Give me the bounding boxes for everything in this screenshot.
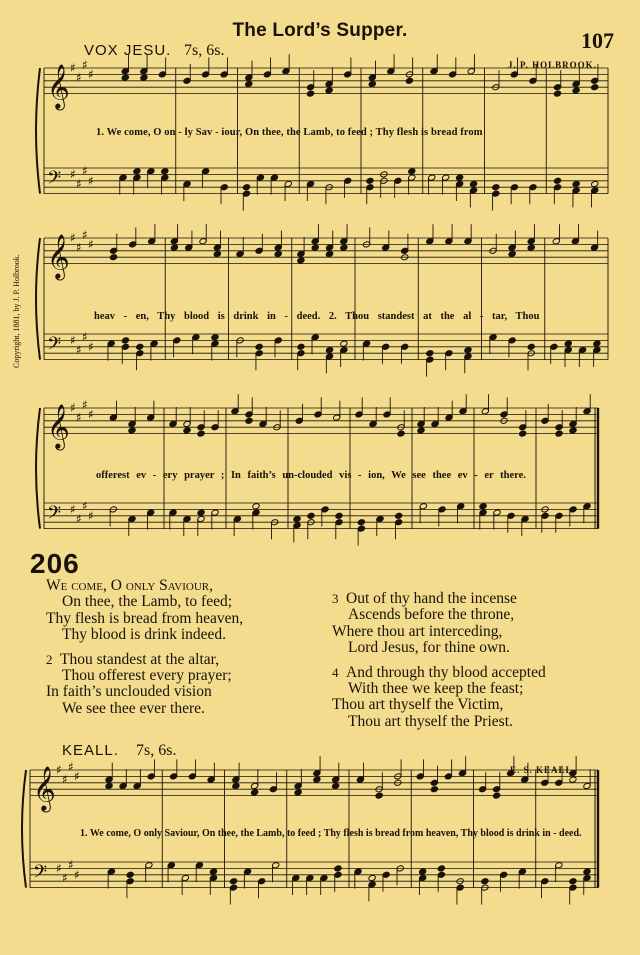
sharp-icon: ♯ — [82, 164, 88, 179]
verse-3 — [332, 591, 546, 657]
note-head — [583, 868, 591, 875]
tune1-composer: J. P. HOLBROOK. — [508, 60, 597, 70]
verse-line: Thou standest at the altar, — [60, 650, 220, 668]
sharp-icon: ♯ — [70, 401, 76, 415]
note-head — [255, 343, 263, 350]
sharp-icon: ♯ — [88, 407, 94, 422]
sharp-icon: ♯ — [62, 772, 68, 787]
note-head — [294, 789, 302, 796]
verse-1 — [46, 578, 243, 644]
bass-clef-icon: 𝄢 — [47, 167, 61, 193]
verse-line: Thou art thyself the Victim, — [332, 696, 504, 714]
verse-line: Thou offerest every prayer; — [62, 667, 232, 685]
sharp-icon: ♯ — [70, 231, 76, 245]
note-head — [245, 80, 253, 87]
note-head — [197, 509, 205, 516]
tune1-lyric-line-3: offerest ev - ery prayer ; In faith’s un-clouded vis - ion, We see thee ev - er there. — [96, 470, 526, 481]
verse-line: Thy blood is drink indeed. — [62, 626, 227, 644]
tune2-composer: E. S. KEALL. — [510, 765, 576, 775]
sharp-icon: ♯ — [82, 499, 88, 514]
note-head — [306, 90, 314, 97]
sharp-icon: ♯ — [76, 343, 82, 357]
note-head — [430, 786, 438, 793]
note-head — [553, 177, 561, 184]
sharp-icon: ♯ — [74, 867, 80, 882]
note-head — [161, 168, 169, 175]
note-head — [437, 865, 445, 872]
sharp-icon: ♯ — [70, 333, 76, 348]
page-title: The Lord’s Supper. — [232, 20, 408, 41]
verse-line: Thy flesh is bread from heaven, — [46, 609, 244, 627]
note-head — [313, 776, 321, 783]
brace — [36, 68, 40, 194]
verse-line: Ascends before the throne, — [348, 606, 515, 624]
verses-left-column — [46, 578, 243, 717]
verse-line: Thou art thyself the Priest. — [348, 712, 513, 730]
note-head — [297, 343, 305, 350]
note-head — [133, 168, 141, 175]
tune1-lyric-line-1: 1. We come, O on - ly Sav - iour, On thee, the Lamb, to feed ; Thy flesh is bread from — [96, 127, 483, 138]
note-head — [569, 427, 577, 434]
sharp-icon: ♯ — [88, 173, 94, 188]
bass-clef-icon: 𝄢 — [47, 333, 61, 359]
sharp-icon: ♯ — [82, 397, 88, 412]
note-head — [340, 244, 348, 251]
note-head — [417, 427, 425, 434]
note-head — [211, 334, 219, 341]
note-head — [183, 427, 191, 434]
note-head — [469, 180, 477, 187]
note-head — [274, 250, 282, 257]
verse-line: In faith’s unclouded vision — [46, 683, 212, 701]
sharp-icon: ♯ — [76, 410, 82, 425]
note-head — [553, 90, 561, 97]
treble-clef-icon: 𝄞 — [47, 64, 70, 110]
note-head — [569, 776, 577, 783]
note-head — [519, 430, 527, 437]
note-head — [325, 250, 333, 257]
note-head — [128, 427, 136, 434]
note-head — [213, 250, 221, 257]
hymn-number: 206 — [30, 548, 80, 579]
note-head — [479, 503, 487, 510]
verse-2 — [46, 652, 243, 718]
note-head — [527, 244, 535, 251]
note-head — [456, 174, 464, 181]
note-head — [229, 878, 237, 885]
note-head — [572, 87, 580, 94]
note-head — [508, 250, 516, 257]
verse-line: Lord Jesus, for thine own. — [348, 639, 510, 657]
note-head — [109, 254, 117, 261]
note-head — [325, 87, 333, 94]
sharp-icon: ♯ — [62, 871, 68, 885]
verse-line: And through thy blood accepted — [346, 663, 546, 681]
verse-line: With thee we keep the feast; — [348, 680, 524, 698]
treble-clef-icon: 𝄞 — [47, 404, 70, 450]
note-head — [170, 244, 178, 251]
note-head — [242, 184, 250, 191]
note-head — [209, 868, 217, 875]
note-head — [197, 430, 205, 437]
sharp-icon: ♯ — [56, 763, 62, 777]
sharp-icon: ♯ — [76, 240, 82, 255]
sharp-icon: ♯ — [82, 227, 88, 242]
note-head — [419, 868, 427, 875]
sharp-icon: ♯ — [68, 759, 74, 774]
treble-clef-icon: 𝄞 — [33, 766, 56, 812]
verse-number: 2 — [46, 651, 53, 667]
sharp-icon: ♯ — [88, 237, 94, 252]
note-head — [481, 878, 489, 885]
verse-line: Out of thy hand the incense — [346, 590, 517, 607]
verses-right-column — [332, 591, 546, 730]
sharp-icon: ♯ — [56, 861, 62, 876]
note-head — [311, 244, 319, 251]
note-head — [408, 168, 416, 175]
note-head — [493, 792, 501, 799]
note-head — [564, 340, 572, 347]
note-head — [368, 80, 376, 87]
brace — [22, 770, 26, 888]
tune2-name: KEALL. — [62, 742, 119, 759]
note-head — [572, 180, 580, 187]
verse-number: 3 — [332, 591, 339, 606]
sharp-icon: ♯ — [70, 167, 76, 182]
verse-number: 4 — [332, 664, 339, 680]
tune1-name: VOX JESU. — [84, 42, 172, 59]
sharp-icon: ♯ — [76, 512, 82, 526]
sharp-icon: ♯ — [82, 57, 88, 72]
brace — [36, 408, 40, 529]
note-head — [335, 512, 343, 519]
note-head — [368, 874, 376, 881]
note-head — [591, 180, 599, 187]
note-head — [105, 782, 113, 789]
note-head — [334, 865, 342, 872]
verse-line: Where thou art interceding, — [332, 622, 503, 640]
sharp-icon: ♯ — [68, 858, 74, 873]
sharp-icon: ♯ — [88, 67, 94, 82]
note-head — [136, 343, 144, 350]
note-head — [591, 84, 599, 91]
note-head — [555, 430, 563, 437]
bass-clef-icon: 𝄢 — [33, 861, 47, 887]
note-head — [426, 350, 434, 357]
note-head — [527, 343, 535, 350]
sharp-icon: ♯ — [76, 70, 82, 85]
note-head — [366, 177, 374, 184]
note-head — [293, 515, 301, 522]
note-head — [252, 503, 260, 510]
note-head — [251, 789, 259, 796]
note-head — [397, 430, 405, 437]
sharp-icon: ♯ — [70, 61, 76, 75]
verse-line: We see thee ever there. — [62, 699, 205, 717]
tune1-meter: 7s, 6s. — [184, 42, 225, 59]
sharp-icon: ♯ — [70, 502, 76, 517]
note-head — [307, 512, 315, 519]
note-head — [492, 184, 500, 191]
note-head — [357, 519, 365, 526]
note-head — [140, 74, 148, 81]
sharp-icon: ♯ — [76, 177, 82, 191]
note-head — [395, 512, 403, 519]
note-head — [340, 340, 348, 347]
note-head — [593, 340, 601, 347]
brace — [36, 238, 40, 360]
note-head — [121, 74, 129, 81]
verse-line: On thee, the Lamb, to feed; — [62, 593, 233, 611]
note-head — [126, 871, 134, 878]
sharp-icon: ♯ — [88, 508, 94, 523]
note-head — [569, 878, 577, 885]
note-head — [464, 346, 472, 353]
bass-clef-icon: 𝄢 — [47, 502, 61, 528]
verse-line-text: We come, O only Saviour, — [46, 577, 214, 594]
note-head — [232, 782, 240, 789]
sharp-icon: ♯ — [88, 339, 94, 354]
verse-line — [46, 578, 243, 594]
verse-4 — [332, 665, 546, 731]
note-head — [375, 792, 383, 799]
page-number: 107 — [581, 28, 614, 53]
tune2-lyric-line-1: 1. We come, O only Saviour, On thee, the Lamb, to feed ; Thy flesh is bread from heaven, Thy blood is drink in - deed. — [80, 828, 582, 839]
note-head — [325, 346, 333, 353]
copyright-notice: Copyright, 1881, by J. P. Holbrook. — [12, 254, 21, 368]
note-head — [245, 417, 253, 424]
note-head — [405, 77, 413, 84]
tune1-lyric-line-2: heav - en, Thy blood is drink in - deed. 2. Thou standest at the al - tar, Thou — [94, 311, 540, 322]
sharp-icon: ♯ — [82, 330, 88, 345]
tune2-meter: 7s, 6s. — [136, 742, 177, 759]
note-head — [332, 782, 340, 789]
note-head — [297, 257, 305, 264]
treble-clef-icon: 𝄞 — [47, 234, 70, 280]
sharp-icon: ♯ — [74, 769, 80, 784]
note-head — [121, 337, 129, 344]
